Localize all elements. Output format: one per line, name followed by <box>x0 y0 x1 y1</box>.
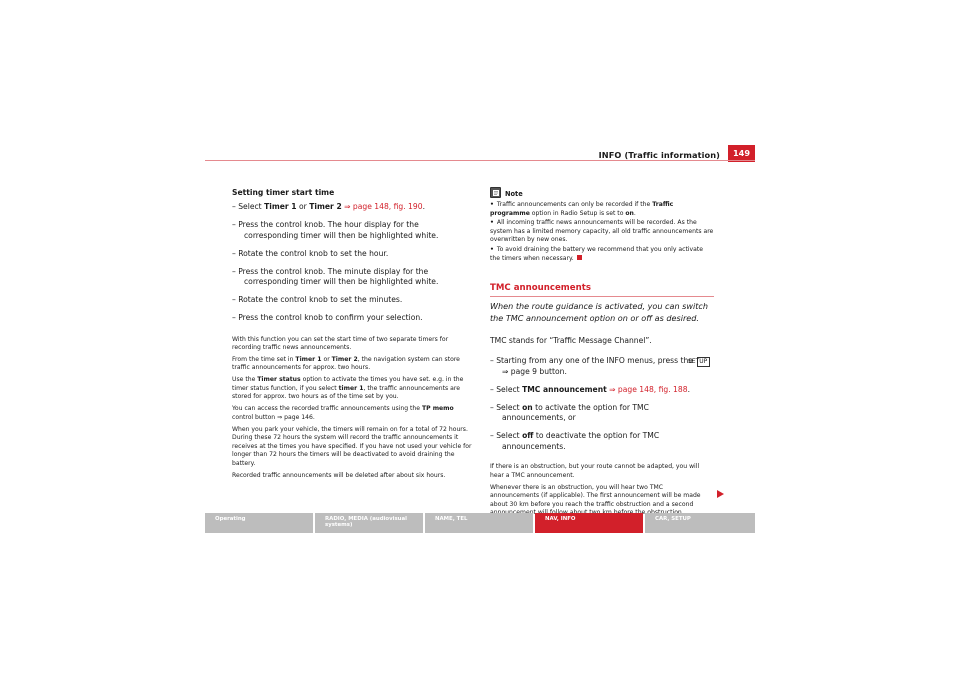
paragraph: From the time set in Timer 1 or Timer 2, the navigation system can store traffic announcements for approx. two hours. <box>232 355 460 372</box>
paragraph: If there is an obstruction, but your route cannot be adapted, you will hear a TMC announcement. <box>490 463 700 479</box>
note-icon <box>490 187 501 198</box>
paragraph: When you park your vehicle, the timers will remain on for a total of 72 hours. During these 72 hours the system will record the traffic announcements it receives at the times you have specified. If you have not used your vehicle for longer than 72 hours the timers will be deactivated to avoid draining the battery. <box>232 425 472 467</box>
step-select-tmc: – Select TMC announcement ⇒ page 148, fig. 188. <box>490 384 690 394</box>
page-number-badge: 149 <box>728 145 755 162</box>
end-of-section-icon <box>577 255 582 260</box>
footer-nav <box>205 513 755 533</box>
step-press-knob-minute: – Press the control knob. The minute display for the corresponding timer will then be highlighted white. <box>232 266 439 286</box>
step-select-timer: – Select Timer 1 or Timer 2 ⇒ page 148, fig. 190. <box>232 202 425 211</box>
footer-tab-radio-media[interactable]: RADIO, MEDIA (audiovisual systems) <box>315 513 423 533</box>
header-divider <box>205 160 755 161</box>
bullet-icon: • <box>490 201 494 208</box>
bullet-icon: • <box>490 219 494 227</box>
paragraph: Recorded traffic announcements will be deleted after about six hours. <box>232 471 446 479</box>
step-press-setup: – Starting from any one of the INFO menus, press theSETUP ⇒ page 9 button. <box>490 356 714 378</box>
page-header-title: INFO (Traffic information) <box>598 150 720 160</box>
section-title: TMC announcements <box>490 283 714 297</box>
footer-tab-operating[interactable]: Operating <box>205 513 313 533</box>
step-select-off: – Select off to deactivate the option for TMC announcements. <box>490 431 660 451</box>
paragraph: Whenever there is an obstruction, you will hear two TMC announcements (if applicable). The first announcement will be made about 30 km before you reach the traffic obstruction and a second <box>490 483 701 508</box>
note-item: • Traffic announcements can only be recorded if the Traffic programme option in Radio Setup is set to on. <box>490 201 674 217</box>
step-rotate-hour: – Rotate the control knob to set the hour. <box>232 248 389 258</box>
page-reference-link[interactable]: ⇒ page 148, fig. 188 <box>606 384 688 394</box>
paragraph: You can access the recorded traffic announcements using the TP memo control button ⇒ page 146. <box>232 405 454 421</box>
setup-key-icon: SETUP <box>697 357 710 367</box>
note-header <box>490 187 714 198</box>
step-press-knob-hour: – Press the control knob. The hour display for the corresponding timer will then be highlighted white. <box>232 220 439 240</box>
page-reference-link[interactable]: ⇒ page 148, fig. 190 <box>341 202 423 211</box>
note-item: • To avoid draining the battery we recommend that you only activate the timers when necessary. <box>490 245 704 262</box>
note-item: • All incoming traffic news announcements will be recorded. As the system has a limited memory capacity, all old traffic announcements are overwritten by new ones. <box>490 219 714 244</box>
intro-text: TMC stands for “Traffic Message Channel”. <box>490 336 652 346</box>
paragraph: Use the Timer status option to activate the times you have set. e.g. in the timer status function, if you select timer 1, the traffic announcements are stored for approx. two hours as of the time set by you. <box>232 376 464 401</box>
footer-tab-name-tel[interactable]: NAME, TEL <box>425 513 533 533</box>
bullet-icon: • <box>490 245 494 253</box>
step-confirm: – Press the control knob to confirm your selection. <box>232 313 423 322</box>
footer-tab-car-setup[interactable]: CAR, SETUP <box>645 513 755 533</box>
note-label: Note <box>505 190 523 198</box>
step-select-on: – Select on to activate the option for TMC announcements, or <box>490 402 649 423</box>
paragraph: With this function you can set the start time of two separate timers for recording traffic news announcements. <box>232 335 449 352</box>
footer-tab-nav-info[interactable]: NAV, INFO <box>535 513 643 533</box>
left-column <box>232 187 474 484</box>
step-rotate-minute: – Rotate the control knob to set the minutes. <box>232 295 403 304</box>
section-subtitle: When the route guidance is activated, you can switch the TMC announcement option on or off as desired. <box>490 301 709 324</box>
timer-heading: Setting timer start time <box>232 188 335 197</box>
continue-arrow-icon <box>717 490 724 498</box>
right-column <box>490 187 714 521</box>
